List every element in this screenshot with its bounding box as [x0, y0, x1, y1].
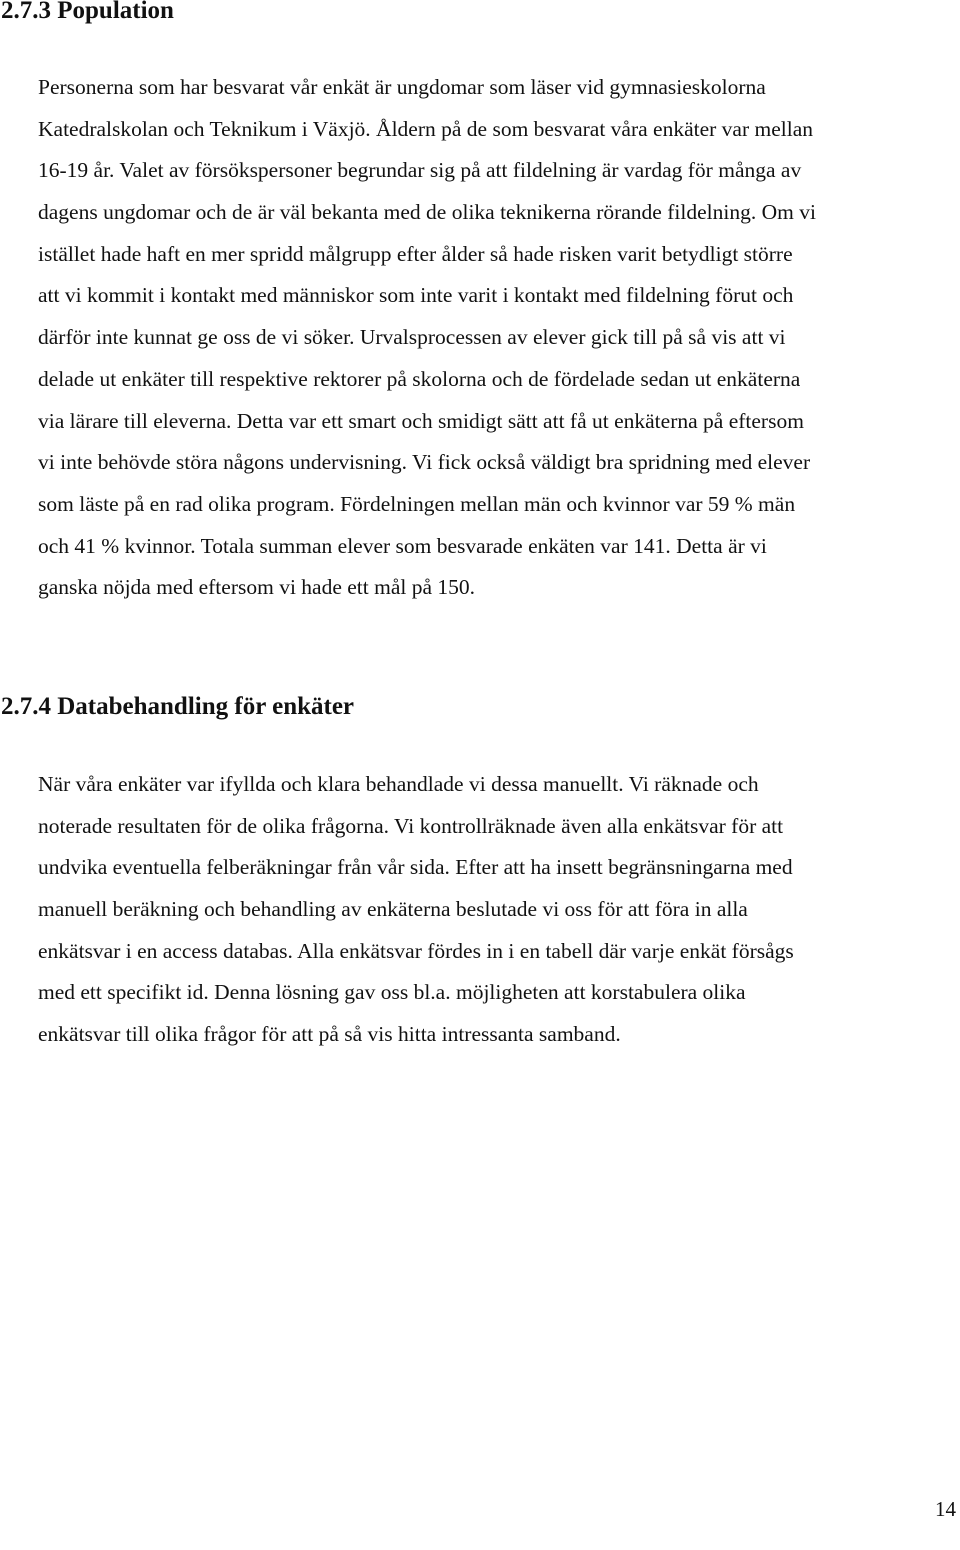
paragraph-line: manuell beräkning och behandling av enkäterna beslutade vi oss för att föra in alla: [38, 897, 748, 922]
paragraph-population: [38, 67, 938, 609]
paragraph-line: Personerna som har besvarat vår enkät är ungdomar som läser vid gymnasieskolorna: [38, 75, 766, 99]
section-heading-databehandling: 2.7.4 Databehandling för enkäter: [1, 693, 355, 720]
paragraph-line: att vi kommit i kontakt med människor som inte varit i kontakt med fildelning förut och: [38, 283, 794, 308]
paragraph-line: vi inte behövde störa någons undervisning. Vi fick också väldigt bra spridning med elever: [38, 450, 811, 475]
paragraph-line: och 41 % kvinnor. Totala summan elever som besvarade enkäten var 141. Detta är vi: [38, 533, 767, 558]
paragraph-line: istället hade haft en mer spridd målgrupp efter ålder så hade risken varit betydligt större: [38, 241, 793, 266]
paragraph-line: noterade resultaten för de olika frågorna. Vi kontrollräknade även alla enkätsvar för att: [38, 813, 784, 838]
paragraph-line: enkätsvar i en access databas. Alla enkätsvar fördes in i en tabell där varje enkät försågs: [38, 938, 794, 963]
paragraph-databehandling: [38, 764, 938, 1056]
paragraph-line: Katedralskolan och Teknikum i Växjö. Åldern på de som besvarat våra enkäter var mellan: [38, 116, 814, 141]
paragraph-line: undvika eventuella felberäkningar från vår sida. Efter att ha insett begränsningarna med: [38, 855, 793, 880]
paragraph-line: dagens ungdomar och de är väl bekanta med de olika teknikerna rörande fildelning. Om vi: [38, 200, 816, 225]
page-number: 14: [935, 1497, 956, 1521]
paragraph-line: När våra enkäter var ifyllda och klara behandlade vi dessa manuellt. Vi räknade och: [38, 772, 759, 796]
paragraph-line: delade ut enkäter till respektive rektorer på skolorna och de fördelade sedan ut enkäterna: [38, 366, 801, 391]
paragraph-line: ganska nöjda med eftersom vi hade ett mål på 150.: [38, 575, 476, 600]
section-heading-population: 2.7.3 Population: [1, 0, 174, 24]
paragraph-line: som läste på en rad olika program. Fördelningen mellan män och kvinnor var 59 % män: [38, 491, 796, 516]
paragraph-line: enkätsvar till olika frågor för att på så vis hitta intressanta samband.: [38, 1022, 621, 1047]
paragraph-line: 16-19 år. Valet av försökspersoner begrundar sig på att fildelning är vardag för många av: [38, 158, 802, 183]
paragraph-line: med ett specifikt id. Denna lösning gav oss bl.a. möjligheten att korstabulera olika: [38, 980, 746, 1005]
paragraph-line: därför inte kunnat ge oss de vi söker. Urvalsprocessen av elever gick till på så vis att vi: [38, 325, 786, 350]
paragraph-line: via lärare till eleverna. Detta var ett smart och smidigt sätt att få ut enkäterna på eftersom: [38, 408, 804, 433]
